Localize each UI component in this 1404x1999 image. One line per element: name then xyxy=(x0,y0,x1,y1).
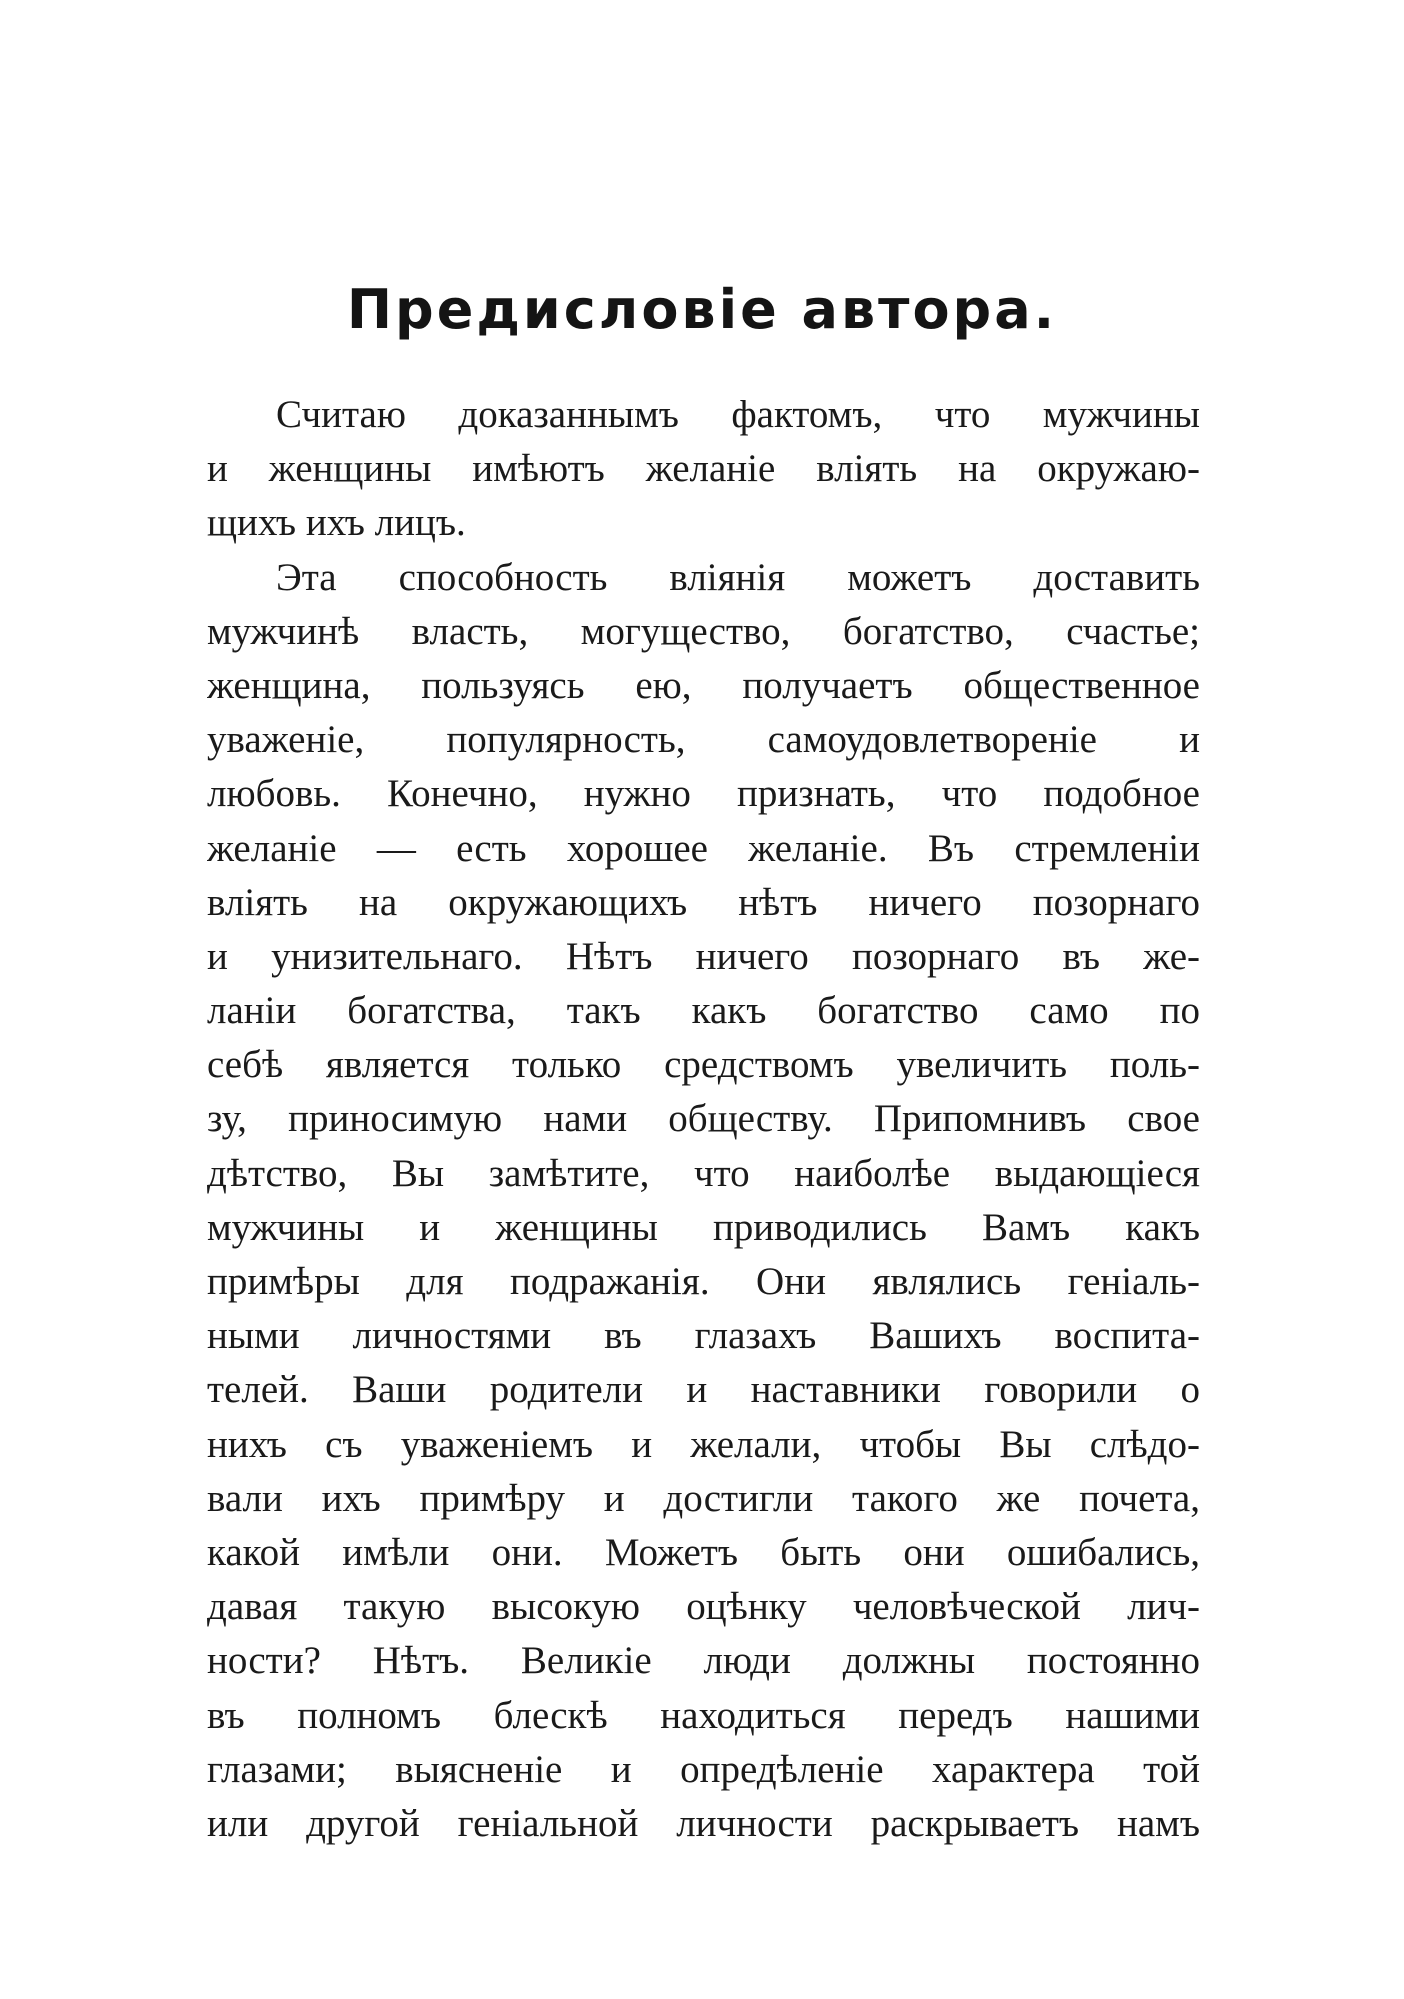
text-line: телей. Ваши родители и наставники говорили о xyxy=(207,1368,1200,1412)
text-line: мужчинѣ власть, могущество, богатство, счастье; xyxy=(207,609,1200,653)
text-line: вліять на окружающихъ нѣтъ ничего позорнаго xyxy=(207,880,1200,924)
text-line: Считаю доказаннымъ фактомъ, что мужчины xyxy=(276,393,1200,436)
text-line: Эта способность вліянія можетъ доставить xyxy=(276,555,1200,599)
text-line: щихъ ихъ лицъ. xyxy=(207,501,466,545)
text-line: себѣ является только средствомъ увеличить поль- xyxy=(207,1043,1200,1087)
text-line: глазами; выясненіе и опредѣленіе характера той xyxy=(207,1747,1200,1791)
text-line: какой имѣли они. Можетъ быть они ошибались, xyxy=(207,1530,1200,1574)
text-line: примѣры для подражанія. Они являлись геніаль- xyxy=(207,1260,1200,1303)
text-line: зу, приносимую нами обществу. Припомнивъ свое xyxy=(207,1097,1200,1141)
text-line: ланіи богатства, такъ какъ богатство само по xyxy=(207,989,1200,1033)
text-line: ными личностями въ глазахъ Вашихъ воспита- xyxy=(207,1314,1200,1358)
text-line: давая такую высокую оцѣнку человѣческой лич- xyxy=(207,1585,1200,1629)
text-line: дѣтство, Вы замѣтите, что наиболѣе выдающіеся xyxy=(207,1151,1200,1195)
text-line: желаніе — есть хорошее желаніе. Въ стремленіи xyxy=(207,826,1200,870)
text-line: и женщины имѣютъ желаніе вліять на окружаю- xyxy=(207,447,1200,491)
text-line: нихъ съ уваженіемъ и желали, чтобы Вы слѣдо- xyxy=(207,1422,1200,1466)
text-line: или другой геніальной личности раскрываетъ намъ xyxy=(207,1801,1200,1845)
body-text xyxy=(207,388,1200,1851)
page-title: Предисловіе автора. xyxy=(346,278,1058,341)
text-line: женщина, пользуясь ею, получаетъ общественное xyxy=(207,663,1200,707)
text-line: и унизительнаго. Нѣтъ ничего позорнаго въ же- xyxy=(207,934,1200,978)
text-line: вали ихъ примѣру и достигли такого же почета, xyxy=(207,1476,1200,1520)
text-line: мужчины и женщины приводились Вамъ какъ xyxy=(207,1205,1200,1249)
text-line: въ полномъ блескѣ находиться передъ нашими xyxy=(207,1693,1200,1737)
text-line: уваженіе, популярность, самоудовлетвореніе и xyxy=(207,718,1200,762)
text-line: ности? Нѣтъ. Великіе люди должны постоянно xyxy=(207,1639,1200,1683)
text-line: любовь. Конечно, нужно признать, что подобное xyxy=(207,772,1200,816)
